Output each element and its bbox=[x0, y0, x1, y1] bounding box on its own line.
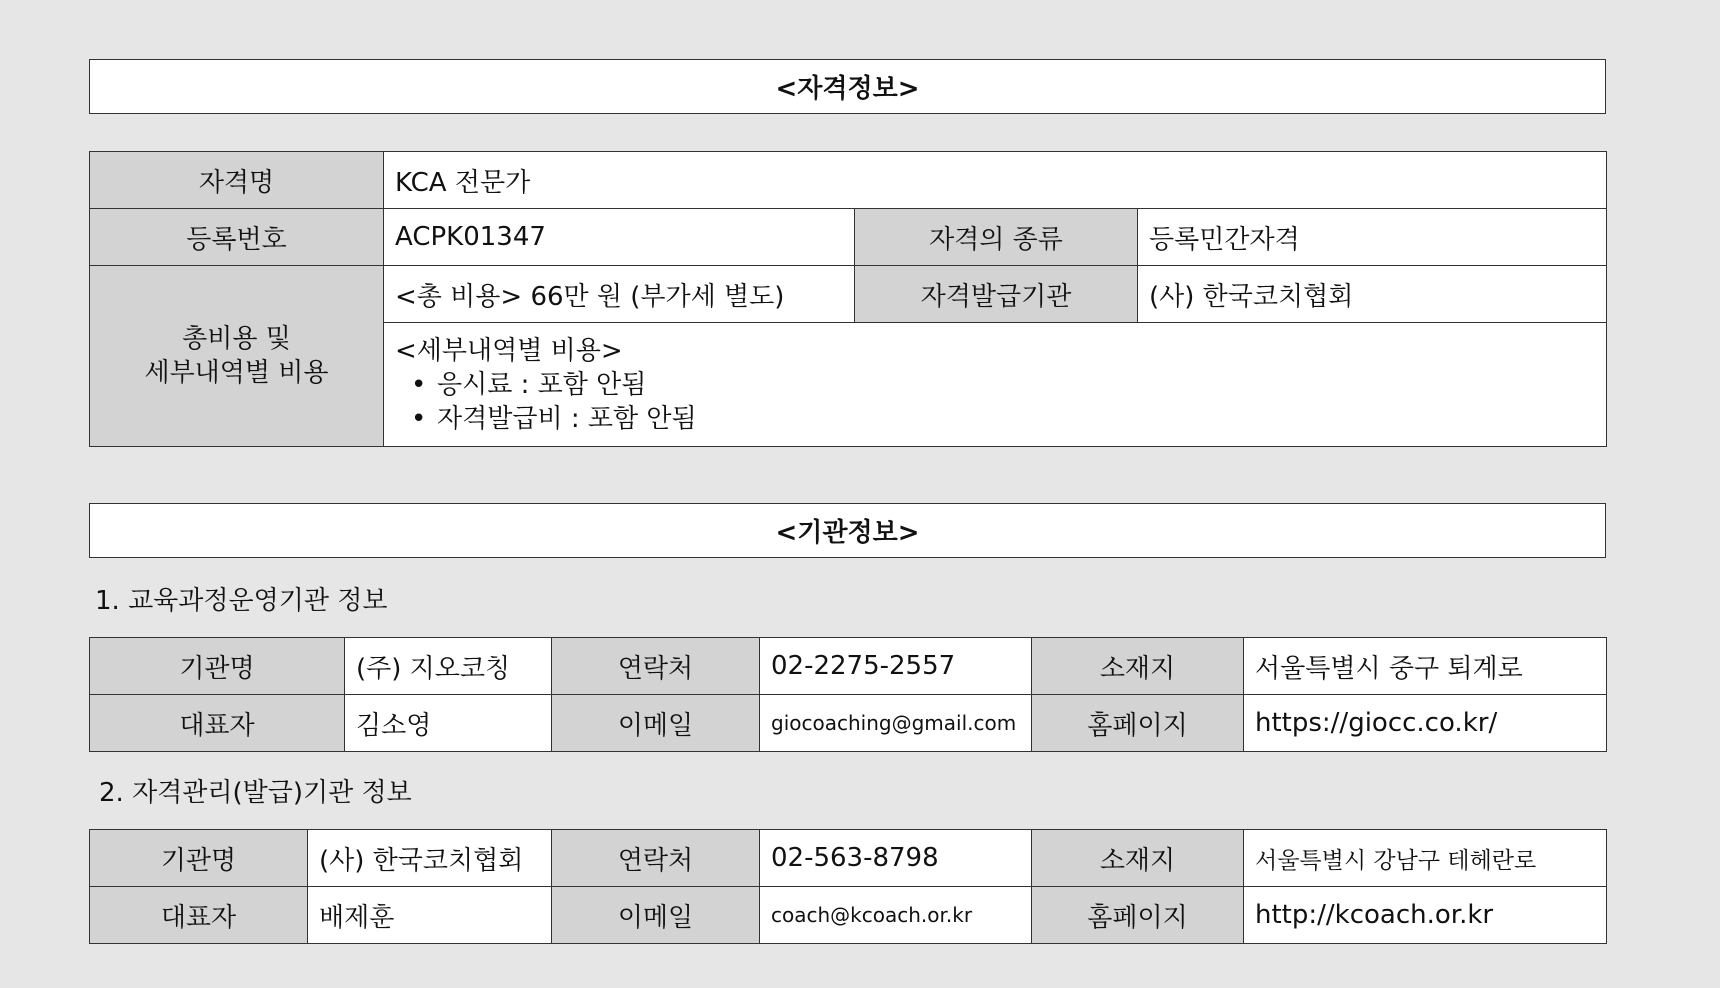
cost-detail-item-text: 자격발급비 : 포함 안됨 bbox=[437, 403, 697, 434]
qualification-type-label: 자격의 종류 bbox=[855, 209, 1138, 266]
edu-institution-table bbox=[89, 637, 1607, 752]
mgmt-name-value: (사) 한국코치협회 bbox=[308, 830, 552, 887]
issuer-label: 자격발급기관 bbox=[855, 266, 1138, 323]
table-row bbox=[90, 152, 1607, 209]
edu-location-label: 소재지 bbox=[1032, 638, 1244, 695]
qualification-title-text: <자격정보> bbox=[775, 74, 920, 104]
table-row bbox=[90, 887, 1607, 944]
cost-label-line2: 세부내역별 비용 bbox=[144, 358, 329, 388]
registration-number-value: ACPK01347 bbox=[384, 209, 855, 266]
mgmt-contact-label: 연락처 bbox=[552, 830, 760, 887]
cost-detail-item bbox=[395, 368, 1595, 402]
mgmt-contact-value: 02-563-8798 bbox=[760, 830, 1032, 887]
table-row bbox=[90, 638, 1607, 695]
bullet-icon: • bbox=[411, 403, 427, 434]
cost-detail-cell bbox=[384, 323, 1607, 447]
edu-email-label: 이메일 bbox=[552, 695, 760, 752]
cost-detail-item-text: 응시료 : 포함 안됨 bbox=[437, 369, 647, 400]
qualification-type-value: 등록민간자격 bbox=[1138, 209, 1607, 266]
edu-contact-label: 연락처 bbox=[552, 638, 760, 695]
cost-detail-item bbox=[395, 402, 1595, 436]
qualification-section-title bbox=[89, 59, 1606, 114]
table-row bbox=[90, 695, 1607, 752]
mgmt-location-label: 소재지 bbox=[1032, 830, 1244, 887]
table-row bbox=[90, 266, 1607, 323]
total-cost-value: <총 비용> 66만 원 (부가세 별도) bbox=[384, 266, 855, 323]
institution-section-title bbox=[89, 503, 1606, 558]
edu-location-value: 서울특별시 중구 퇴계로 bbox=[1244, 638, 1607, 695]
mgmt-email-value: coach@kcoach.or.kr bbox=[760, 887, 1032, 944]
mgmt-rep-label: 대표자 bbox=[90, 887, 308, 944]
cost-detail-header: <세부내역별 비용> bbox=[395, 335, 623, 366]
qualification-name-label: 자격명 bbox=[90, 152, 384, 209]
edu-name-label: 기관명 bbox=[90, 638, 345, 695]
mgmt-location-value: 서울특별시 강남구 테헤란로 bbox=[1244, 830, 1607, 887]
registration-number-label: 등록번호 bbox=[90, 209, 384, 266]
mgmt-rep-value: 배제훈 bbox=[308, 887, 552, 944]
edu-institution-heading: 1. 교육과정운영기관 정보 bbox=[95, 586, 388, 616]
table-row bbox=[90, 209, 1607, 266]
edu-homepage-label: 홈페이지 bbox=[1032, 695, 1244, 752]
edu-rep-value: 김소영 bbox=[345, 695, 552, 752]
bullet-icon: • bbox=[411, 369, 427, 400]
edu-email-value: giocoaching@gmail.com bbox=[760, 695, 1032, 752]
mgmt-name-label: 기관명 bbox=[90, 830, 308, 887]
mgmt-homepage-label: 홈페이지 bbox=[1032, 887, 1244, 944]
cost-label-line1: 총비용 및 bbox=[182, 324, 291, 354]
edu-contact-value: 02-2275-2557 bbox=[760, 638, 1032, 695]
qualification-name-value: KCA 전문가 bbox=[384, 152, 1607, 209]
table-row bbox=[90, 830, 1607, 887]
issuer-value: (사) 한국코치협회 bbox=[1138, 266, 1607, 323]
qualification-table bbox=[89, 151, 1607, 447]
mgmt-email-label: 이메일 bbox=[552, 887, 760, 944]
cost-label bbox=[90, 266, 384, 447]
edu-homepage-value: https://giocc.co.kr/ bbox=[1244, 695, 1607, 752]
mgmt-institution-table bbox=[89, 829, 1607, 944]
edu-name-value: (주) 지오코칭 bbox=[345, 638, 552, 695]
edu-rep-label: 대표자 bbox=[90, 695, 345, 752]
mgmt-homepage-value: http://kcoach.or.kr bbox=[1244, 887, 1607, 944]
mgmt-institution-heading: 2. 자격관리(발급)기관 정보 bbox=[99, 778, 412, 808]
institution-title-text: <기관정보> bbox=[775, 518, 920, 548]
